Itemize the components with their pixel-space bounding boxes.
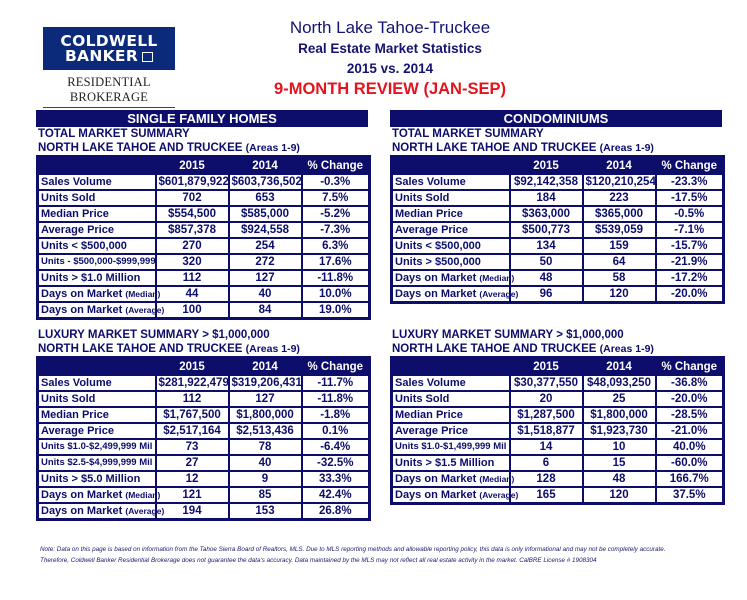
value-2015: 121 <box>156 487 229 503</box>
disclaimer-note <box>40 544 740 566</box>
area-note: (Areas 1-9) <box>245 343 300 355</box>
value-2015: 73 <box>156 439 229 455</box>
value-2014: 40 <box>229 286 302 302</box>
area-note: (Areas 1-9) <box>599 142 654 154</box>
row-label <box>392 174 510 190</box>
area-label: NORTH LAKE TAHOE AND TRUCKEE <box>392 142 600 154</box>
value-2015: 112 <box>156 391 229 407</box>
table-row <box>392 471 724 487</box>
row-label-text: Median Price <box>395 208 463 220</box>
report-period: 9-MONTH REVIEW (JAN-SEP) <box>274 80 506 98</box>
report-title: North Lake Tahoe-Truckee <box>289 18 491 37</box>
row-label <box>392 471 515 487</box>
row-label-text: Units $1.0-$1,499,999 Mil <box>395 441 507 452</box>
percent-change: -60.0% <box>656 455 724 471</box>
row-label <box>392 254 510 270</box>
row-label-text: Median Price <box>41 409 109 421</box>
value-2015: 270 <box>156 238 229 254</box>
value-2015: 12 <box>156 471 229 487</box>
table-row <box>392 174 724 190</box>
value-2015: 14 <box>510 439 583 455</box>
table-row <box>38 190 370 206</box>
row-label-text: Days on Market <box>41 489 126 501</box>
value-2014: 40 <box>229 455 302 471</box>
row-label <box>38 254 156 270</box>
row-label-text: Days on Market <box>41 505 126 517</box>
row-label-text: Units > $1.5 Million <box>395 457 495 469</box>
sfh-total-area <box>36 141 368 155</box>
table-header-row <box>38 157 370 175</box>
row-label-text: Units $1.0-$2,499,999 Mil <box>41 441 153 452</box>
percent-change: 33.3% <box>302 471 370 487</box>
table-row <box>38 254 370 270</box>
row-label-note: (Average) <box>479 289 519 299</box>
table-row <box>392 286 724 303</box>
percent-change: 42.4% <box>302 487 370 503</box>
value-2014: 48 <box>583 471 656 487</box>
value-2015: $1,287,500 <box>510 407 583 423</box>
value-2014: $603,736,502 <box>229 174 302 190</box>
row-label <box>392 222 510 238</box>
value-2014: 653 <box>229 190 302 206</box>
value-2015: 44 <box>156 286 229 302</box>
value-2014: 64 <box>583 254 656 270</box>
row-label <box>38 503 165 520</box>
disclaimer-line-1: Note: Data on this page is based on information from the Tahoe Sierra Board of Realtors, MLS. Due to MLS reporting methods and allowable reporting policy, this data is only informational and may not be completely accurate. <box>40 546 666 553</box>
value-2014: $924,558 <box>229 222 302 238</box>
row-label <box>392 391 510 407</box>
report-header <box>250 17 530 100</box>
percent-change: -17.2% <box>656 270 724 286</box>
table-row <box>392 455 724 471</box>
row-label-text: Days on Market <box>395 272 480 284</box>
sfh-luxury-title: LUXURY MARKET SUMMARY > $1,000,000 <box>38 329 270 341</box>
percent-change: 17.6% <box>302 254 370 270</box>
row-label <box>392 286 519 303</box>
value-2015: $363,000 <box>510 206 583 222</box>
percent-change: -20.0% <box>656 286 724 303</box>
percent-change: -0.3% <box>302 174 370 190</box>
condo-luxury-area <box>390 342 722 356</box>
row-label-text: Units > $500,000 <box>395 256 481 268</box>
value-2015: 194 <box>156 503 229 520</box>
table-row <box>392 423 724 439</box>
table-row <box>38 375 370 391</box>
value-2014: $1,800,000 <box>583 407 656 423</box>
table-header-row <box>392 358 724 376</box>
logo-line-1: COLDWELL <box>60 31 158 50</box>
area-label: NORTH LAKE TAHOE AND TRUCKEE <box>38 343 246 355</box>
logo-line-2 <box>64 46 153 65</box>
row-label <box>392 423 510 439</box>
condo-heading: CONDOMINIUMS <box>390 110 722 127</box>
logo-box <box>43 27 175 70</box>
value-2015: $1,518,877 <box>510 423 583 439</box>
percent-change: 166.7% <box>656 471 724 487</box>
percent-change: -7.3% <box>302 222 370 238</box>
sfh-total-title: TOTAL MARKET SUMMARY <box>38 128 190 140</box>
value-2014: 9 <box>229 471 302 487</box>
value-2015: 128 <box>510 471 583 487</box>
percent-change: -11.8% <box>302 391 370 407</box>
value-2015: 112 <box>156 270 229 286</box>
row-label-text: Units Sold <box>395 393 450 405</box>
value-2014: 58 <box>583 270 656 286</box>
value-2015: 134 <box>510 238 583 254</box>
value-2015: 702 <box>156 190 229 206</box>
report-subtitle: Real Estate Market Statistics <box>298 41 482 56</box>
row-label <box>38 302 165 319</box>
column-header <box>392 358 510 376</box>
percent-change: -36.8% <box>656 375 724 391</box>
column-header: 2015 <box>156 358 229 376</box>
row-label <box>392 206 510 222</box>
percent-change: 26.8% <box>302 503 370 520</box>
table-row <box>38 391 370 407</box>
row-label-text: Median Price <box>41 208 109 220</box>
row-label-text: Units $2.5-$4,999,999 Mil <box>41 457 153 468</box>
percent-change: -23.3% <box>656 174 724 190</box>
table-row <box>392 375 724 391</box>
area-label: NORTH LAKE TAHOE AND TRUCKEE <box>392 343 600 355</box>
sfh-luxury-area <box>36 342 368 356</box>
row-label <box>38 471 156 487</box>
value-2015: $554,500 <box>156 206 229 222</box>
column-header: 2015 <box>510 358 583 376</box>
condo-total-table <box>390 155 725 304</box>
percent-change: 6.3% <box>302 238 370 254</box>
table-row <box>38 407 370 423</box>
disclaimer-line-2: Therefore, Coldwell Banker Residential Brokerage does not guarantee the data's accuracy. Data maintained by the MLS may not reflect all real estate activity in the market. CalBRE License # 1908304 <box>40 557 597 564</box>
row-label-text: Units < $500,000 <box>41 240 127 252</box>
row-label-text: Median Price <box>395 409 463 421</box>
table-row <box>392 407 724 423</box>
condo-luxury-table <box>390 356 725 505</box>
value-2014: $120,210,254 <box>583 174 656 190</box>
condo-total-section <box>390 110 722 304</box>
condo-luxury-section <box>390 328 722 505</box>
row-label-text: Days on Market <box>395 288 480 300</box>
percent-change: -32.5% <box>302 455 370 471</box>
value-2015: 27 <box>156 455 229 471</box>
table-row <box>38 423 370 439</box>
sfh-luxury-section <box>36 328 368 521</box>
table-row <box>38 503 370 520</box>
row-label-note: (Average) <box>479 490 519 500</box>
percent-change: -11.7% <box>302 375 370 391</box>
value-2014: 78 <box>229 439 302 455</box>
row-label-text: Average Price <box>41 224 114 236</box>
column-header <box>392 157 510 175</box>
row-label <box>38 423 156 439</box>
value-2015: $601,879,922 <box>156 174 229 190</box>
value-2014: 15 <box>583 455 656 471</box>
row-label-text: Average Price <box>395 224 468 236</box>
value-2014: 84 <box>229 302 302 319</box>
table-row <box>392 206 724 222</box>
table-row <box>38 471 370 487</box>
value-2015: 48 <box>510 270 583 286</box>
table-row <box>392 222 724 238</box>
percent-change: -6.4% <box>302 439 370 455</box>
row-label <box>38 391 156 407</box>
value-2014: 120 <box>583 487 656 504</box>
value-2014: 223 <box>583 190 656 206</box>
row-label <box>392 455 510 471</box>
table-row <box>38 487 370 503</box>
row-label <box>38 222 156 238</box>
table-row <box>38 455 370 471</box>
value-2014: $2,513,436 <box>229 423 302 439</box>
table-row <box>38 286 370 302</box>
table-row <box>392 487 724 504</box>
value-2014: $48,093,250 <box>583 375 656 391</box>
condo-total-title: TOTAL MARKET SUMMARY <box>392 128 544 140</box>
table-row <box>392 391 724 407</box>
percent-change: -21.0% <box>656 423 724 439</box>
sfh-total-section <box>36 110 368 320</box>
column-header: 2014 <box>583 358 656 376</box>
sfh-heading: SINGLE FAMILY HOMES <box>36 110 368 127</box>
table-row <box>392 270 724 286</box>
percent-change: -0.5% <box>656 206 724 222</box>
row-label-text: Units - $500,000-$999,999 <box>41 256 156 267</box>
row-label-note: (Median) <box>479 474 515 484</box>
value-2015: $30,377,550 <box>510 375 583 391</box>
row-label-note: (Median) <box>479 273 515 283</box>
row-label-text: Sales Volume <box>41 377 112 389</box>
value-2015: $857,378 <box>156 222 229 238</box>
row-label-note: (Average) <box>125 506 165 516</box>
percent-change: 40.0% <box>656 439 724 455</box>
value-2015: 96 <box>510 286 583 303</box>
row-label <box>38 487 161 503</box>
value-2014: 159 <box>583 238 656 254</box>
row-label-text: Units < $500,000 <box>395 240 481 252</box>
value-2014: 272 <box>229 254 302 270</box>
row-label-text: Units > $1.0 Million <box>41 272 141 284</box>
column-header: 2014 <box>229 358 302 376</box>
row-label-text: Units Sold <box>41 393 96 405</box>
column-header: % Change <box>656 358 724 376</box>
value-2015: $281,922,479 <box>156 375 229 391</box>
column-header: 2014 <box>583 157 656 175</box>
value-2014: 10 <box>583 439 656 455</box>
percent-change: -11.8% <box>302 270 370 286</box>
row-label <box>38 238 156 254</box>
table-row <box>38 302 370 319</box>
row-label-text: Days on Market <box>41 304 126 316</box>
row-label-text: Days on Market <box>395 489 480 501</box>
row-label <box>392 270 515 286</box>
value-2015: 100 <box>156 302 229 319</box>
value-2014: $585,000 <box>229 206 302 222</box>
sfh-luxury-table <box>36 356 371 521</box>
table-row <box>38 174 370 190</box>
report-comparison: 2015 vs. 2014 <box>346 61 434 76</box>
row-label <box>38 455 156 471</box>
column-header: % Change <box>656 157 724 175</box>
column-header: % Change <box>302 157 370 175</box>
value-2014: 153 <box>229 503 302 520</box>
row-label <box>38 206 156 222</box>
row-label <box>392 439 510 455</box>
row-label-text: Units Sold <box>395 192 450 204</box>
value-2015: $2,517,164 <box>156 423 229 439</box>
row-label <box>38 407 156 423</box>
percent-change: -5.2% <box>302 206 370 222</box>
row-label-text: Days on Market <box>41 288 126 300</box>
percent-change: -15.7% <box>656 238 724 254</box>
value-2015: 165 <box>510 487 583 504</box>
table-row <box>392 254 724 270</box>
row-label <box>38 286 161 302</box>
column-header <box>38 358 156 376</box>
value-2015: 20 <box>510 391 583 407</box>
area-note: (Areas 1-9) <box>245 142 300 154</box>
value-2015: $92,142,358 <box>510 174 583 190</box>
logo-subtitle: RESIDENTIAL BROKERAGE <box>43 75 175 108</box>
table-row <box>38 206 370 222</box>
coldwell-banker-logo <box>43 27 175 108</box>
sfh-total-table <box>36 155 371 320</box>
row-label-note: (Median) <box>125 289 161 299</box>
row-label-text: Sales Volume <box>41 176 112 188</box>
column-header: 2015 <box>510 157 583 175</box>
row-label <box>392 375 510 391</box>
column-header: 2015 <box>156 157 229 175</box>
table-row <box>392 439 724 455</box>
row-label-text: Average Price <box>41 425 114 437</box>
value-2014: $539,059 <box>583 222 656 238</box>
row-label <box>392 190 510 206</box>
value-2014: $1,800,000 <box>229 407 302 423</box>
table-row <box>38 222 370 238</box>
table-row <box>392 190 724 206</box>
percent-change: -20.0% <box>656 391 724 407</box>
row-label <box>38 190 156 206</box>
column-header: 2014 <box>229 157 302 175</box>
percent-change: -28.5% <box>656 407 724 423</box>
logo-mark-icon <box>142 52 153 62</box>
value-2015: 50 <box>510 254 583 270</box>
value-2015: $500,773 <box>510 222 583 238</box>
table-header-row <box>38 358 370 376</box>
row-label <box>392 407 510 423</box>
table-row <box>392 238 724 254</box>
row-label <box>38 174 156 190</box>
row-label-text: Days on Market <box>395 473 480 485</box>
value-2014: 254 <box>229 238 302 254</box>
row-label-note: (Average) <box>125 305 165 315</box>
value-2014: $319,206,431 <box>229 375 302 391</box>
column-header: % Change <box>302 358 370 376</box>
percent-change: 19.0% <box>302 302 370 319</box>
table-row <box>38 270 370 286</box>
row-label-text: Sales Volume <box>395 377 466 389</box>
percent-change: 7.5% <box>302 190 370 206</box>
value-2014: 85 <box>229 487 302 503</box>
table-row <box>38 439 370 455</box>
percent-change: 10.0% <box>302 286 370 302</box>
row-label <box>38 375 156 391</box>
value-2014: 127 <box>229 391 302 407</box>
table-header-row <box>392 157 724 175</box>
table-row <box>38 238 370 254</box>
row-label-text: Sales Volume <box>395 176 466 188</box>
row-label <box>392 238 510 254</box>
row-label <box>392 487 519 504</box>
percent-change: 0.1% <box>302 423 370 439</box>
condo-luxury-title: LUXURY MARKET SUMMARY > $1,000,000 <box>392 329 624 341</box>
value-2014: $365,000 <box>583 206 656 222</box>
logo-line-2-text: BANKER <box>64 46 139 65</box>
value-2015: 320 <box>156 254 229 270</box>
column-header <box>38 157 156 175</box>
row-label-text: Units > $5.0 Million <box>41 473 141 485</box>
value-2015: 184 <box>510 190 583 206</box>
row-label <box>38 270 156 286</box>
row-label-text: Units Sold <box>41 192 96 204</box>
percent-change: -7.1% <box>656 222 724 238</box>
percent-change: -21.9% <box>656 254 724 270</box>
value-2014: 127 <box>229 270 302 286</box>
row-label-note: (Median) <box>125 490 161 500</box>
value-2014: 25 <box>583 391 656 407</box>
condo-total-area <box>390 141 722 155</box>
row-label <box>38 439 156 455</box>
percent-change: -17.5% <box>656 190 724 206</box>
row-label-text: Average Price <box>395 425 468 437</box>
percent-change: 37.5% <box>656 487 724 504</box>
percent-change: -1.8% <box>302 407 370 423</box>
value-2015: 6 <box>510 455 583 471</box>
value-2014: $1,923,730 <box>583 423 656 439</box>
area-label: NORTH LAKE TAHOE AND TRUCKEE <box>38 142 246 154</box>
value-2014: 120 <box>583 286 656 303</box>
area-note: (Areas 1-9) <box>599 343 654 355</box>
value-2015: $1,767,500 <box>156 407 229 423</box>
